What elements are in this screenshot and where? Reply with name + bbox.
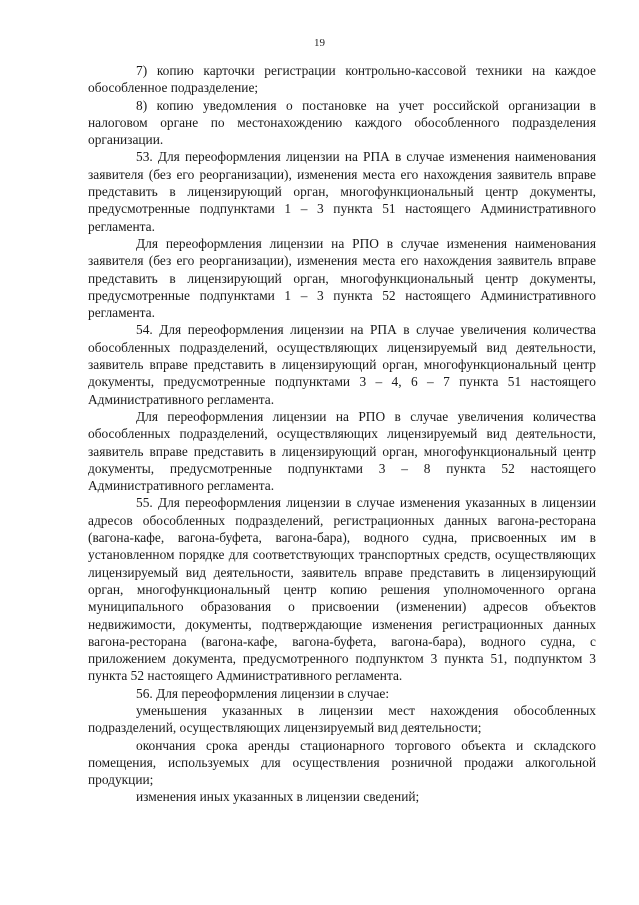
- paragraph-56: 56. Для переоформления лицензии в случае:: [136, 685, 390, 701]
- page-number: 19: [314, 37, 325, 49]
- paragraph-53-rpo: Для переоформления лицензии на РПО в случае изменения наименования заявителя (без его реорганизации), изменения места его нахождения заявитель вправе представить в лицензирующий орган, многофункциональный центр документы, предусмотренные подпунктами 1 – 3 пункта 52 настоящего Административного регламента.: [88, 235, 596, 321]
- paragraph-55: 55. Для переоформления лицензии в случае изменения указанных в лицензии адресов обособленных подразделений, регистрационных данных вагона-ресторана (вагона-кафе, вагона-буфета, вагона-бара), водного судна, присвоенных им в установленном порядке для соответствующих транспортных средств, осуществляющих лицензируемый вид деятельности, заявитель вправе представить в лицензирующий орган, многофункциональный центр копию решения уполномоченного органа муниципального образования о присвоении (изменении) адресов объектов недвижимости, документы, подтверждающие изменения регистрационных данных вагона-ресторана (вагона-кафе, вагона-буфета, вагона-бара), водного судна, с приложением документа, предусмотренного подпунктом 3 пункта 51, подпунктом 3 пункта 52 настоящего Административного регламента.: [88, 495, 596, 684]
- paragraph-56-case-lease-end: окончания срока аренды стационарного торгового объекта и складского помещения, используемых для осуществления розничной продажи алкогольной продукции;: [88, 737, 596, 788]
- paragraph-54-rpo: Для переоформления лицензии на РПО в случае увеличения количества обособленных подразделений, осуществляющих лицензируемый вид деятельности, заявитель вправе представить в лицензирующий орган, многофункциональный центр документы, предусмотренные подпунктами 3 – 8 пункта 52 настоящего Административного регламента.: [88, 408, 596, 494]
- paragraph-56-case-other-changes: изменения иных указанных в лицензии сведений;: [136, 789, 420, 805]
- paragraph-53-rpa: 53. Для переоформления лицензии на РПА в случае изменения наименования заявителя (без его реорганизации), изменения места его нахождения заявитель вправе представить в лицензирующий орган, многофункциональный центр документы, предусмотренные подпунктами 1 – 3 пункта 51 настоящего Административного регламента.: [88, 149, 596, 234]
- paragraph-54-rpa: 54. Для переоформления лицензии на РПА в случае увеличения количества обособленных подразделений, осуществляющих лицензируемый вид деятельности, заявитель вправе представить в лицензирующий орган, многофункциональный центр документы, предусмотренные подпунктами 3 – 4, 6 – 7 пункта 51 настоящего Административного регламента.: [88, 322, 596, 407]
- document-body: [88, 62, 596, 806]
- paragraph-56-case-reduction: уменьшения указанных в лицензии мест нахождения обособленных подразделений, осуществляющих лицензируемый вид деятельности;: [88, 702, 596, 736]
- paragraph-item-7: 7) копию карточки регистрации контрольно-кассовой техники на каждое обособленное подразделение;: [88, 63, 596, 96]
- paragraph-item-8: 8) копию уведомления о постановке на учет российской организации в налоговом органе по местонахождению каждого обособленного подразделения организации.: [88, 97, 596, 148]
